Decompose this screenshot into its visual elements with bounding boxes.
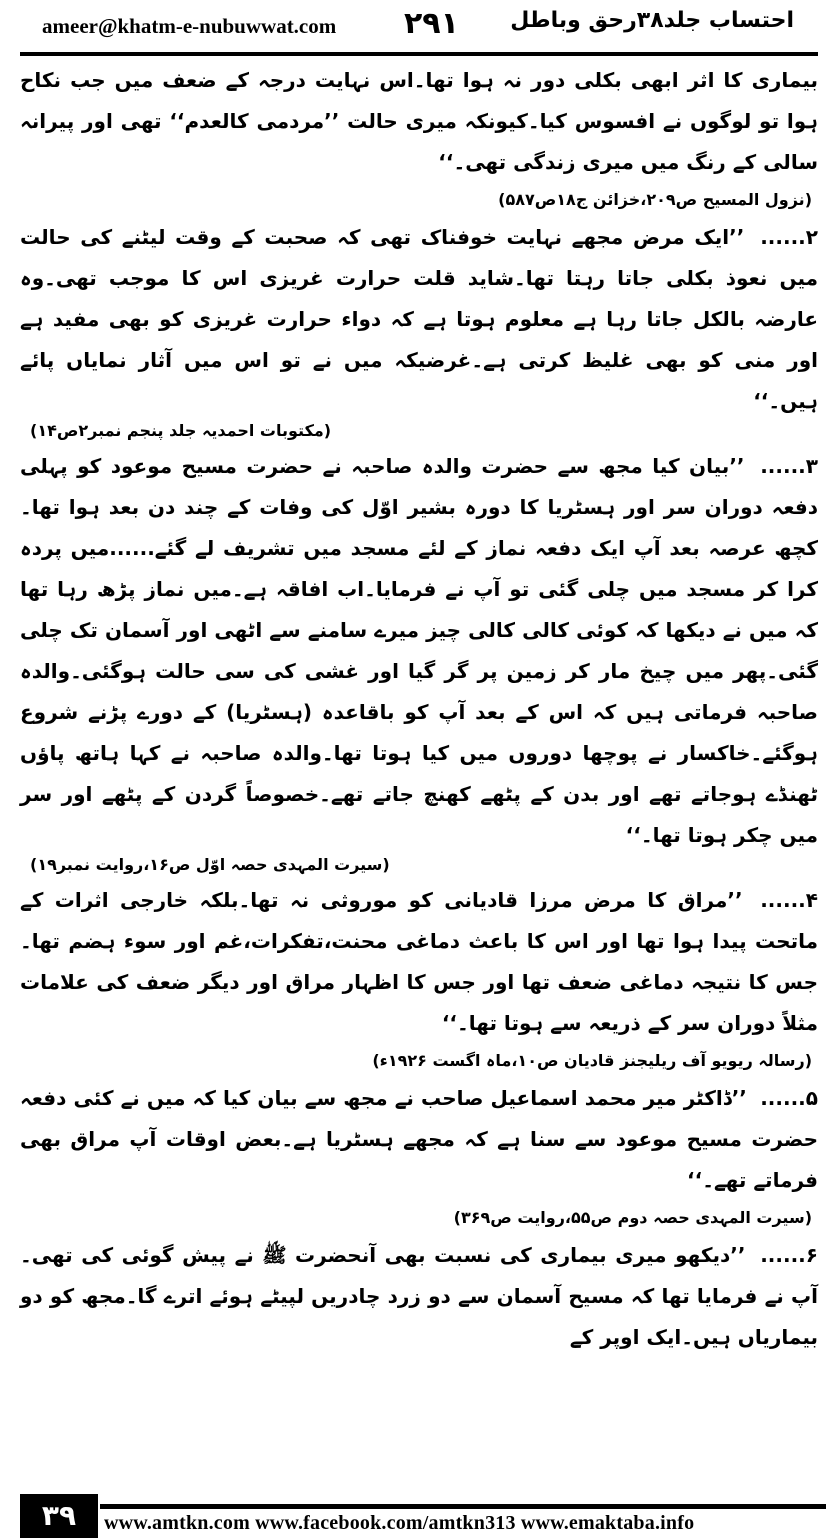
- header-book-title: احتساب جلد۳۸رحق وباطل: [510, 8, 794, 33]
- header-page-number: ۲۹۱: [404, 6, 459, 41]
- item-2-citation: (مکتوبات احمدیہ جلد پنجم نمبر۲ص۱۴): [30, 421, 332, 440]
- item-4-text: ’’مراق کا مرض مرزا قادیانی کو موروثی نہ تھا۔بلکہ خارجی اثرات کے ماتحت پیدا ہوا تھا اور اس کا باعث دماغی محنت،تفکرات،غم اور سوء ہضم تھا۔جس کا نتیجہ دماغی ضعف تھا اور جس کا اظہار مراق اور دیگر ضعف کی علامات مثلاً دوران سر کے ذریعہ سے ہوتا تھا۔‘‘: [20, 888, 818, 1035]
- item-5-number: ۵......: [760, 1086, 818, 1110]
- item-5-text: ’’ڈاکٹر میر محمد اسماعیل صاحب نے مجھ سے بیان کیا کہ میں نے کئی دفعہ حضرت مسیح موعود سے سنا ہے کہ مجھے ہسٹریا ہے۔بعض اوقات آپ مراق بھی فرماتے تھے۔‘‘: [20, 1086, 818, 1192]
- intro-citation: (نزول المسیح ص۲۰۹،خزائن ج۱۸ص۵۸۷): [498, 190, 812, 209]
- header-rule: [20, 52, 818, 56]
- item-6-number: ۶......: [760, 1243, 818, 1267]
- header-email[interactable]: ameer@khatm-e-nubuwwat.com: [42, 14, 337, 38]
- item-6-text: ’’دیکھو میری بیماری کی نسبت بھی آنحضرت ﷺ نے پیش گوئی کی تھی۔آپ نے فرمایا تھا کہ مسیح آسمان سے دو زرد چادریں لپیٹے ہوئے اترے گا۔مجھ کو دو بیماریاں ہیں۔ایک اوپر کے: [20, 1243, 818, 1349]
- item-2-number: ۲......: [760, 225, 818, 249]
- item-4-number: ۴......: [760, 888, 818, 912]
- item-6-paragraph: [20, 1235, 818, 1358]
- item-2-paragraph: [20, 217, 818, 422]
- page-footer: [0, 1490, 840, 1540]
- item-5-paragraph: [20, 1078, 818, 1201]
- item-3-paragraph: [20, 446, 818, 856]
- item-3-citation: (سیرت المہدی حصہ اوّل ص۱۶،روایت نمبر۱۹): [30, 855, 390, 874]
- page-header: [20, 0, 818, 52]
- footer-folio: ۳۹: [20, 1494, 98, 1538]
- footer-rule: [100, 1504, 826, 1509]
- item-4-citation: (رسالہ ریویو آف ریلیجنز قادیان ص۱۰،ماہ اگست ۱۹۲۶ء): [372, 1051, 812, 1070]
- footer-links[interactable]: www.amtkn.com www.facebook.com/amtkn313 www.emaktaba.info: [104, 1512, 695, 1534]
- item-3-text: ’’بیان کیا مجھ سے حضرت والدہ صاحبہ نے حضرت مسیح موعود کو پہلی دفعہ دوران سر اور ہسٹریا کا دورہ بشیر اوّل کی وفات کے چند دن بعد ہوا تھا۔کچھ عرصہ بعد آپ ایک دفعہ نماز کے لئے مسجد میں تشریف لے گئے......میں پردہ کرا کر مسجد میں چلی گئی تو آپ نے فرمایا۔اب افاقہ ہے۔میں نماز پڑھ رہا تھا کہ میں نے دیکھا کہ کوئی کالی کالی چیز میرے سامنے سے اٹھی اور آسمان تک چلی گئی۔پھر میں چیخ مار کر زمین پر گر گیا اور غشی کی سی حالت ہوگئی۔والدہ صاحبہ فرماتی ہیں کہ اس کے بعد آپ کو باقاعدہ (ہسٹریا) کے دورے پڑنے شروع ہوگئے۔خاکسار نے پوچھا دوروں میں کیا ہوتا تھا۔والدہ صاحبہ نے کہا ہاتھ پاؤں ٹھنڈے ہوجاتے تھے اور بدن کے پٹھے کھنچ جاتے تھے۔خصوصاً گردن کے پٹھے اور سر میں چکر ہوتا تھا۔‘‘: [20, 454, 818, 847]
- item-5-citation: (سیرت المہدی حصہ دوم ص۵۵،روایت ص۳۶۹): [453, 1208, 812, 1227]
- item-3-number: ۳......: [760, 454, 818, 478]
- item-4-paragraph: [20, 880, 818, 1044]
- document-body: [20, 60, 818, 1358]
- intro-paragraph: بیماری کا اثر ابھی بکلی دور نہ ہوا تھا۔اس نہایت درجہ کے ضعف میں جب نکاح ہوا تو لوگوں نے افسوس کیا۔کیونکہ میری حالت ’’مردمی کالعدم‘‘ تھی اور پیرانہ سالی کے رنگ میں میری زندگی تھی۔‘‘: [20, 68, 818, 174]
- item-2-text: ’’ایک مرض مجھے نہایت خوفناک تھی کہ صحبت کے وقت لیٹنے کی حالت میں نعوذ بکلی جاتا رہتا تھا۔شاید قلت حرارت غریزی اس کا موجب تھی۔وہ عارضہ بالکل جاتا رہا ہے معلوم ہوتا ہے کہ دواء حرارت غریزی کو بھی مفید ہے اور منی کو بھی غلیظ کرتی ہے۔غرضیکہ میں نے تو اس میں آثار نمایاں پائے ہیں۔‘‘: [20, 225, 818, 413]
